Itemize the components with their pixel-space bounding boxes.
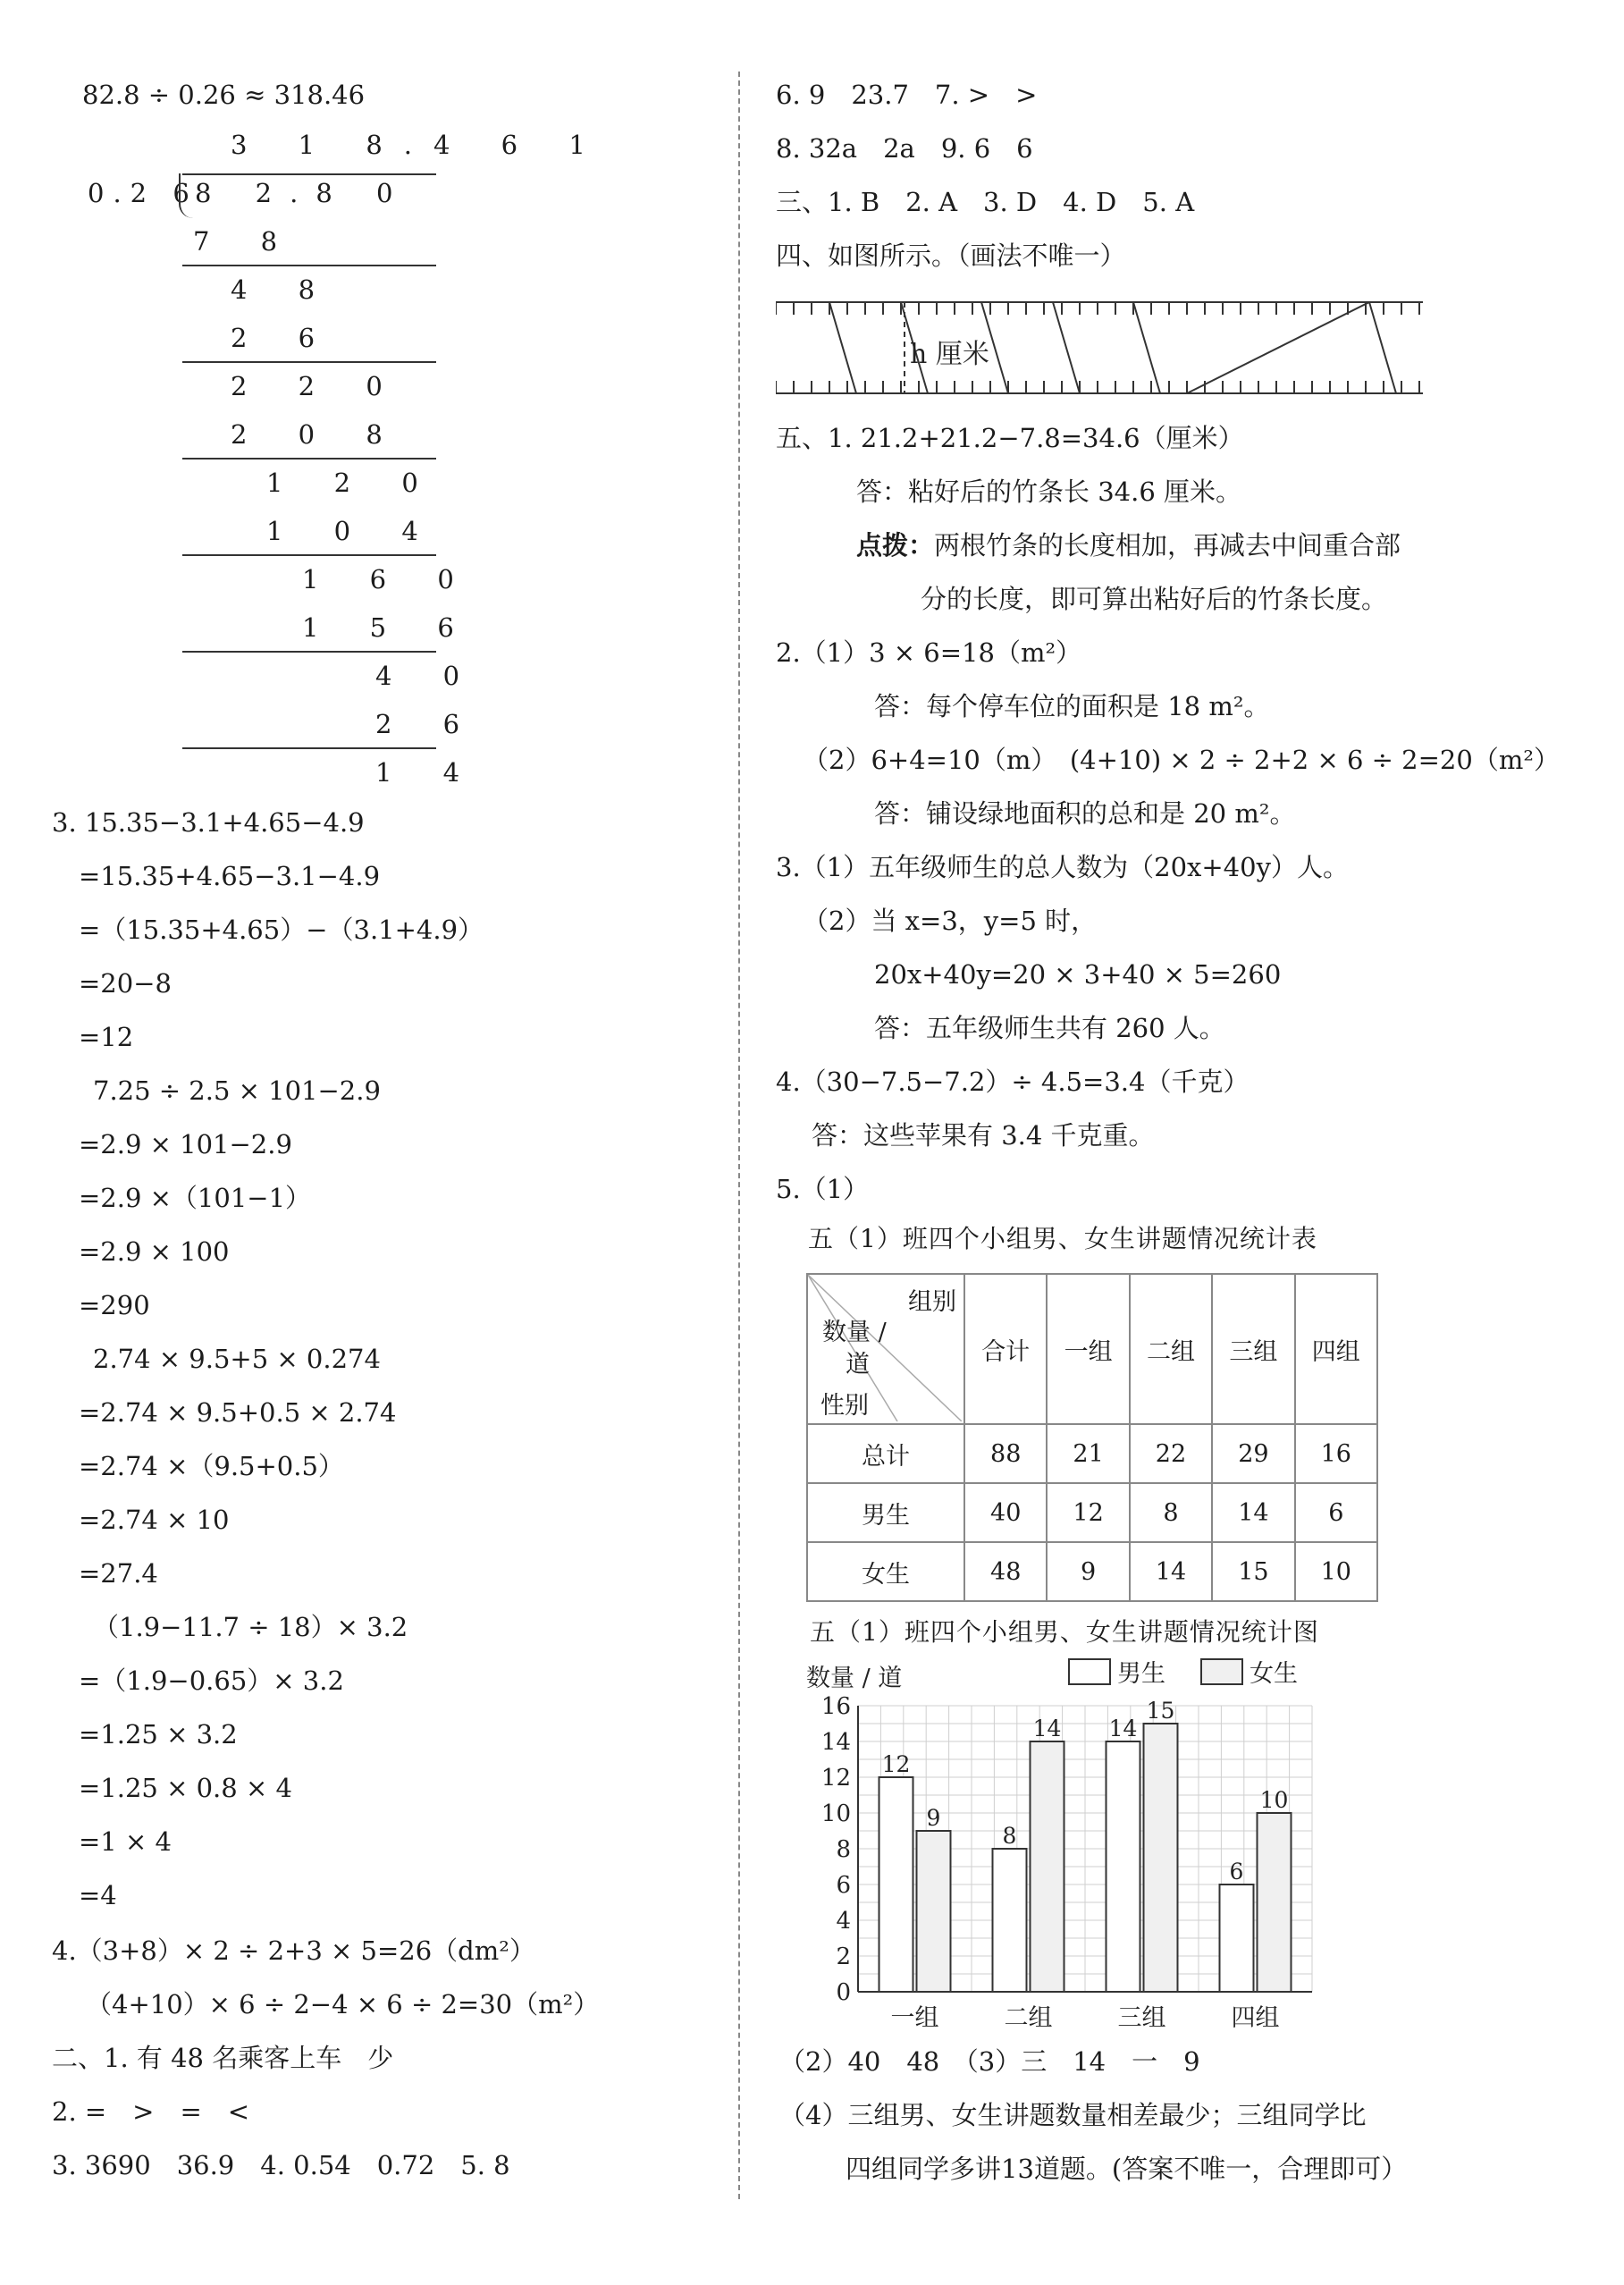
answer-line: 3.（1）五年级师生的总人数为（20x+40y）人。	[776, 852, 1349, 882]
table-cell: 40	[964, 1483, 1047, 1542]
division-step: 2 2 0	[231, 371, 404, 401]
y-axis-label: 数量 / 道	[806, 1665, 903, 1692]
corner-label-gender: 性别	[820, 1392, 869, 1420]
division-step: 1 0 4	[266, 516, 440, 546]
calc-line: =2.9 × 101−2.9	[79, 1129, 292, 1159]
table-row	[807, 1542, 1377, 1601]
division-step-rule	[182, 361, 436, 363]
bar	[1220, 1884, 1254, 1992]
calc-line: =2.9 ×（101−1）	[79, 1183, 312, 1213]
division-step-rule	[182, 554, 436, 556]
hint-text: 两根竹条的长度相加，再减去中间重合部	[934, 530, 1401, 561]
y-tick-label: 0	[836, 1979, 851, 2006]
table-title: 五（1）班四个小组男、女生讲题情况统计表	[808, 1224, 1317, 1253]
data-label: 6	[1229, 1859, 1244, 1884]
bar	[1144, 1724, 1178, 1992]
answer-line: 五、1. 21.2+21.2−7.8=34.6（厘米）	[776, 423, 1244, 453]
answer-line: （2）6+4=10（m） (4+10) × 2 ÷ 2+2 × 6 ÷ 2=20（m²）	[803, 745, 1560, 775]
bar	[879, 1777, 913, 1992]
table-cell: 21	[1047, 1424, 1129, 1483]
data-label: 14	[1108, 1716, 1138, 1741]
calc-line: =15.35+4.65−3.1−4.9	[79, 861, 381, 891]
y-tick-label: 2	[836, 1944, 851, 1970]
table-cell: 15	[1212, 1542, 1294, 1601]
bar	[917, 1831, 951, 1992]
calc-line: =1 × 4	[79, 1826, 172, 1857]
ruler-figure	[776, 291, 1423, 397]
row-label: 男生	[807, 1483, 964, 1542]
y-tick-label: 10	[820, 1800, 851, 1827]
calc-line: 2.74 × 9.5+5 × 0.274	[93, 1344, 381, 1374]
table-cell: 14	[1130, 1542, 1212, 1601]
hint-label: 点拨：	[856, 530, 935, 561]
table-cell: 8	[1130, 1483, 1212, 1542]
division-bracket	[179, 173, 193, 218]
table-row	[807, 1424, 1377, 1483]
answer-line: 答：每个停车位的面积是 18 m²。	[874, 691, 1270, 721]
table-cell: 10	[1295, 1542, 1377, 1601]
bar	[1258, 1813, 1292, 1992]
answer-line: （4）三组男、女生讲题数量相差最少；三组同学比	[779, 2100, 1367, 2130]
x-tick-label: 三组	[1117, 2004, 1166, 2032]
division-divisor: 0.2 6	[88, 178, 198, 208]
answer-line: （2）40 48 （3）三 14 一 9	[779, 2046, 1200, 2077]
calc-line: =2.9 × 100	[79, 1236, 230, 1267]
division-heading: 82.8 ÷ 0.26 ≈ 318.46	[82, 80, 366, 110]
calc-line: =20−8	[79, 968, 172, 999]
division-step: 1 5 6	[302, 612, 475, 643]
y-tick-label: 6	[836, 1872, 851, 1899]
answer-line: 四、如图所示。（画法不唯一）	[776, 240, 1126, 271]
division-step-rule	[182, 651, 436, 653]
data-label: 14	[1032, 1716, 1062, 1741]
calc-line: 3. 15.35−3.1+4.65−4.9	[52, 807, 365, 838]
answer-line: 四组同学多讲13道题。(答案不唯一，合理即可）	[846, 2154, 1408, 2184]
x-tick-label: 一组	[890, 2004, 939, 2032]
table-cell: 6	[1295, 1483, 1377, 1542]
division-step: 1 4	[375, 757, 482, 788]
division-step: 1 2 0	[266, 468, 440, 498]
data-label: 9	[926, 1805, 941, 1831]
table-corner-cell	[807, 1274, 964, 1424]
calc-line: =1.25 × 3.2	[79, 1719, 238, 1750]
table-header: 一组	[1047, 1274, 1129, 1424]
corner-label-unit: 道	[846, 1351, 870, 1379]
answer-line: 答：这些苹果有 3.4 千克重。	[812, 1120, 1155, 1151]
answer-line: 答：铺设绿地面积的总和是 20 m²。	[874, 798, 1296, 829]
hint-line	[856, 527, 1401, 563]
bar-chart	[806, 1654, 1396, 2038]
calc-line: =27.4	[79, 1558, 158, 1589]
division-step: 4 0	[375, 661, 482, 691]
bar	[1107, 1741, 1140, 1992]
legend-swatch	[1069, 1659, 1110, 1684]
legend-label: 女生	[1250, 1660, 1298, 1688]
x-tick-label: 四组	[1231, 2004, 1280, 2032]
column-divider	[738, 72, 740, 2199]
section-two-line: 2. = > = <	[52, 2096, 250, 2127]
division-quotient: 3 1 8.4 6 1	[231, 130, 607, 160]
q4-line: （4+10）× 6 ÷ 2−4 × 6 ÷ 2=30（m²）	[86, 1989, 600, 2019]
corner-label-quantity: 数量 /	[822, 1319, 887, 1346]
table-header: 三组	[1212, 1274, 1294, 1424]
division-step-rule	[182, 458, 436, 460]
calc-line: =（1.9−0.65）× 3.2	[79, 1665, 344, 1696]
table-cell: 22	[1130, 1424, 1212, 1483]
table-cell: 14	[1212, 1483, 1294, 1542]
table-header: 合计	[964, 1274, 1047, 1424]
row-label: 女生	[807, 1542, 964, 1601]
section-two-line: 3. 3690 36.9 4. 0.54 0.72 5. 8	[52, 2150, 510, 2180]
answer-line: 8. 32a 2a 9. 6 6	[776, 133, 1033, 164]
calc-line: =2.74 × 10	[79, 1505, 230, 1535]
answer-line: 5.（1）	[776, 1174, 870, 1204]
division-dividend: 8 2.8 0	[195, 178, 411, 208]
division-step: 2 0 8	[231, 419, 404, 450]
table-cell: 48	[964, 1542, 1047, 1601]
answer-line: 4.（30−7.5−7.2）÷ 4.5=3.4（千克）	[776, 1067, 1250, 1097]
legend-swatch	[1201, 1659, 1242, 1684]
calc-line: =290	[79, 1290, 150, 1320]
division-step: 2 6	[231, 323, 337, 353]
table-cell: 88	[964, 1424, 1047, 1483]
table-cell: 9	[1047, 1542, 1129, 1601]
table-header: 四组	[1295, 1274, 1377, 1424]
calc-line: =2.74 ×（9.5+0.5）	[79, 1451, 344, 1481]
data-label: 8	[1002, 1823, 1017, 1849]
y-tick-label: 16	[820, 1693, 851, 1720]
table-cell: 29	[1212, 1424, 1294, 1483]
hint-line: 分的长度，即可算出粘好后的竹条长度。	[921, 584, 1388, 614]
data-label: 15	[1146, 1698, 1175, 1724]
division-step: 2 6	[375, 709, 482, 739]
calc-line: =4	[79, 1880, 117, 1910]
calc-line: （1.9−11.7 ÷ 18）× 3.2	[93, 1612, 408, 1642]
answer-line: 6. 9 23.7 7. > >	[776, 80, 1038, 110]
answer-line: （2）当 x=3，y=5 时，	[803, 906, 1098, 936]
division-step: 1 6 0	[302, 564, 475, 594]
y-tick-label: 14	[820, 1729, 851, 1756]
calc-line: =2.74 × 9.5+0.5 × 2.74	[79, 1397, 397, 1428]
y-tick-label: 12	[820, 1765, 851, 1792]
calc-line: =1.25 × 0.8 × 4	[79, 1773, 292, 1803]
answer-line: 答：粘好后的竹条长 34.6 厘米。	[856, 476, 1242, 507]
y-tick-label: 8	[836, 1836, 851, 1863]
ruler-label: h 厘米	[910, 339, 989, 370]
corner-label-group: 组别	[908, 1288, 956, 1316]
table-cell: 16	[1295, 1424, 1377, 1483]
table-cell: 12	[1047, 1483, 1129, 1542]
q4-line: 4.（3+8）× 2 ÷ 2+3 × 5=26（dm²）	[52, 1935, 535, 1966]
answer-line: 2.（1）3 × 6=18（m²）	[776, 637, 1082, 668]
division-step-rule	[182, 747, 436, 749]
division-step: 4 8	[231, 274, 337, 305]
data-label: 12	[881, 1751, 911, 1777]
stats-table	[806, 1273, 1378, 1602]
x-tick-label: 二组	[1004, 2004, 1053, 2032]
row-label: 总计	[807, 1424, 964, 1483]
section-two-line: 二、1. 有 48 名乘客上车 少	[52, 2043, 394, 2073]
table-header: 二组	[1130, 1274, 1212, 1424]
legend-label: 男生	[1117, 1660, 1165, 1688]
calc-line: =12	[79, 1022, 134, 1052]
answer-line: 答：五年级师生共有 260 人。	[874, 1013, 1225, 1043]
data-label: 10	[1259, 1787, 1289, 1813]
division-step: 7 8	[193, 226, 299, 257]
y-tick-label: 4	[836, 1908, 851, 1935]
calc-line: =（15.35+4.65）−（3.1+4.9）	[79, 915, 484, 945]
answer-line: 三、1. B 2. A 3. D 4. D 5. A	[776, 187, 1195, 217]
division-step-rule	[182, 265, 436, 266]
table-row	[807, 1483, 1377, 1542]
answer-line: 20x+40y=20 × 3+40 × 5=260	[874, 959, 1282, 990]
chart-title: 五（1）班四个小组男、女生讲题情况统计图	[810, 1617, 1319, 1647]
calc-line: 7.25 ÷ 2.5 × 101−2.9	[93, 1075, 381, 1106]
bar	[1031, 1741, 1064, 1992]
bar	[993, 1849, 1027, 1992]
